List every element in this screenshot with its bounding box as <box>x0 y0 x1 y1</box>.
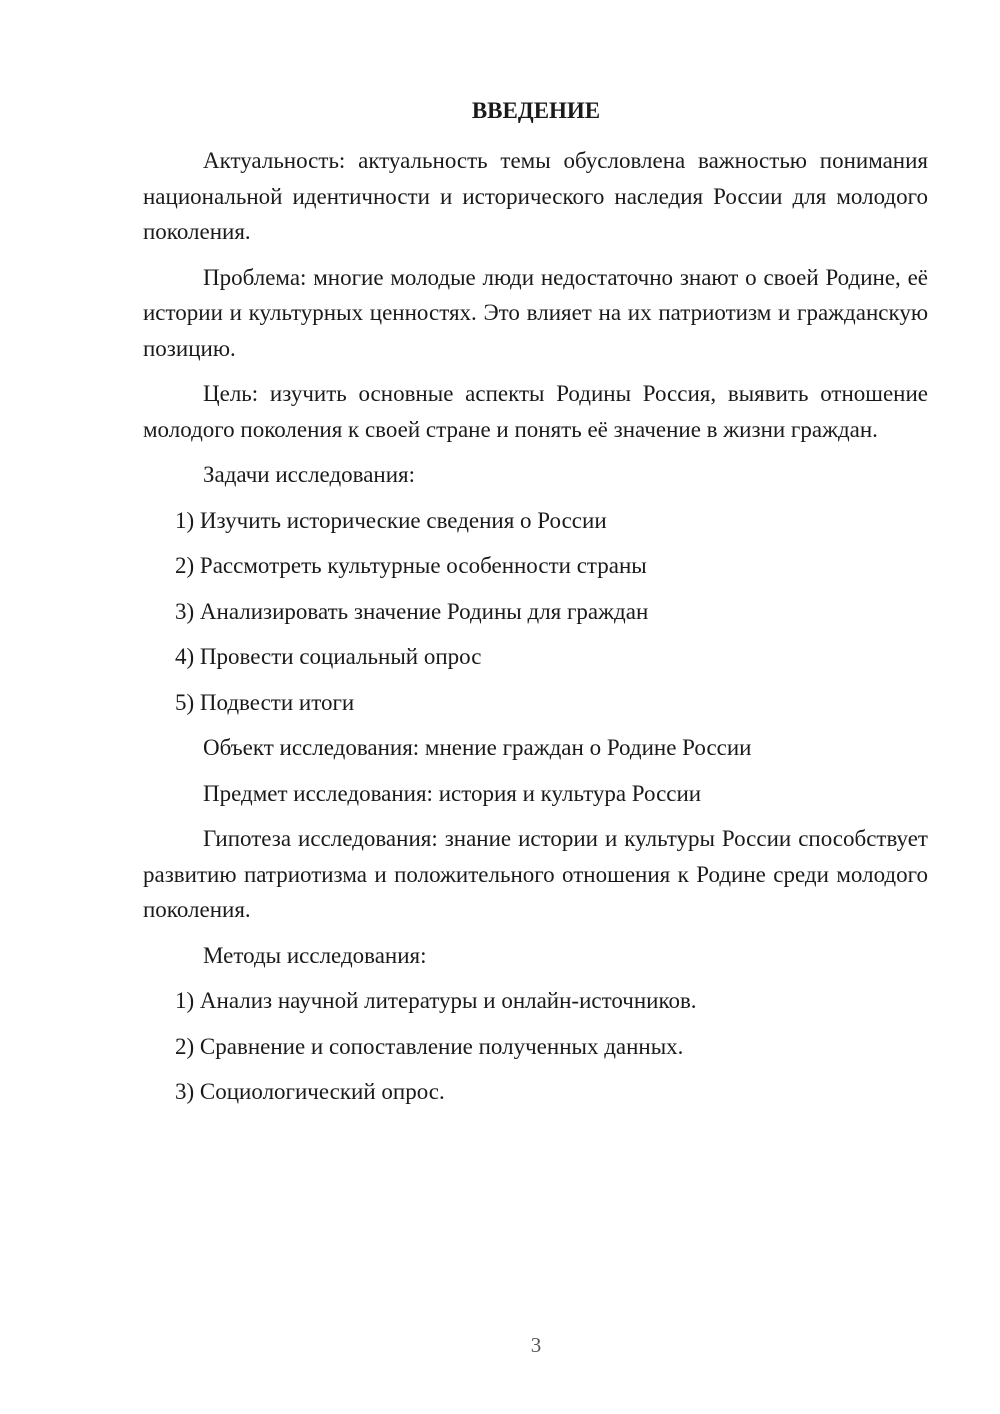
list-item: 1) Анализ научной литературы и онлайн-источников. <box>175 988 697 1013</box>
problem-paragraph: Проблема: многие молодые люди недостаточно знают о своей Родине, её истории и культурных ценностях. Это влияет на их патриотизм и гражданскую позицию. <box>143 264 928 361</box>
hypothesis-paragraph: Гипотеза исследования: знание истории и культуры России способствует развитию патриотизма и положительного отношения к Родине среди молодого поколения. <box>143 826 928 922</box>
list-item: 1) Изучить исторические сведения о России <box>175 507 607 533</box>
list-item: 2) Рассмотреть культурные особенности страны <box>175 553 647 578</box>
list-item: 3) Социологический опрос. <box>175 1079 445 1104</box>
list-item: 5) Подвести итоги <box>175 689 355 715</box>
goal-paragraph: Цель: изучить основные аспекты Родины Россия, выявить отношение молодого поколения к своей стране и понять её значение в жизни граждан. <box>143 381 928 442</box>
document-body <box>143 143 928 1120</box>
page-title: ВВЕДЕНИЕ <box>471 98 601 123</box>
tasks-title: Задачи исследования: <box>203 462 416 487</box>
object-paragraph: Объект исследования: мнение граждан о Родине России <box>203 735 752 760</box>
subject-paragraph: Предмет исследования: история и культура России <box>203 780 702 806</box>
relevance-paragraph: Актуальность: актуальность темы обусловлена важностью понимания национальной идентичности и исторического наследия России для молодого поколения. <box>143 148 928 244</box>
methods-title: Методы исследования: <box>203 942 427 968</box>
list-item: 4) Провести социальный опрос <box>175 644 482 669</box>
methods-list <box>143 983 928 1110</box>
list-item: 2) Сравнение и сопоставление полученных данных. <box>175 1033 684 1059</box>
page-number: 3 <box>530 1333 542 1357</box>
list-item: 3) Анализировать значение Родины для граждан <box>175 598 649 624</box>
tasks-list <box>143 503 928 721</box>
